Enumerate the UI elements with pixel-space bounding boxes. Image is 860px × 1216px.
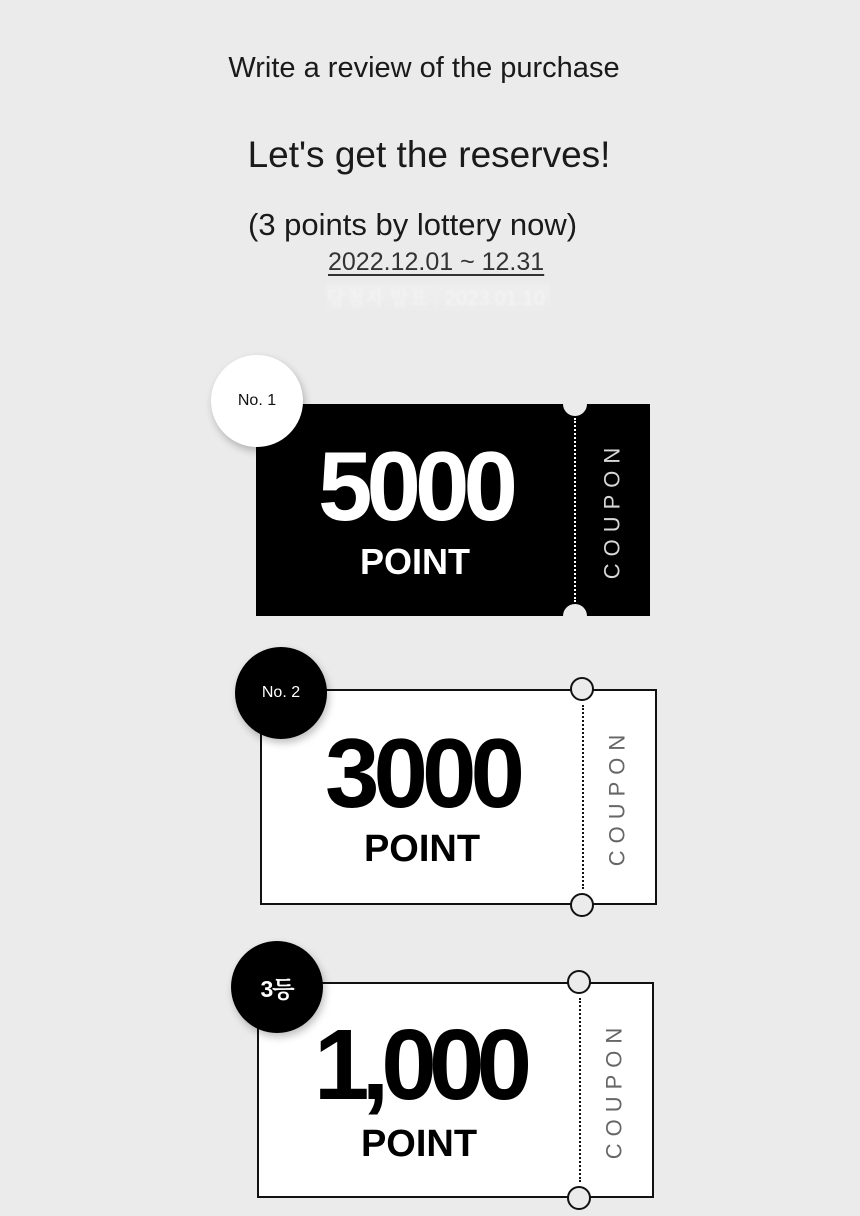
coupon-amount: 1,000 [313, 1008, 525, 1121]
coupon-second-prize [260, 689, 657, 905]
rank-badge-3: 3등 [231, 941, 323, 1033]
coupon-stub [574, 404, 650, 616]
coupon-stub-label: COUPON [601, 1020, 627, 1160]
coupon-main [256, 404, 574, 616]
coupon-stub [577, 984, 652, 1196]
reserves-heading: Let's get the reserves! [247, 134, 611, 175]
coupon-unit: POINT [360, 1122, 478, 1165]
rank-badge-1: No. 1 [211, 355, 303, 447]
coupon-amount: 5000 [317, 431, 512, 541]
coupon-amount: 3000 [324, 717, 519, 828]
event-date-range: 2022.12.01 ~ 12.31 [328, 248, 545, 276]
review-heading: Write a review of the purchase [228, 52, 620, 84]
coupon-third-prize [257, 982, 654, 1198]
faded-announcement: 당첨자 발표 : 2023.01.10 [326, 284, 550, 314]
coupon-stub [580, 691, 655, 903]
rank-badge-2: No. 2 [235, 647, 327, 739]
coupon-stub-label: COUPON [604, 727, 630, 867]
coupon-unit: POINT [363, 827, 481, 870]
lottery-note: (3 points by lottery now) [248, 207, 578, 242]
coupon-unit: POINT [359, 541, 470, 582]
coupon-stub-label: COUPON [599, 440, 624, 580]
coupon-first-prize [256, 404, 650, 616]
